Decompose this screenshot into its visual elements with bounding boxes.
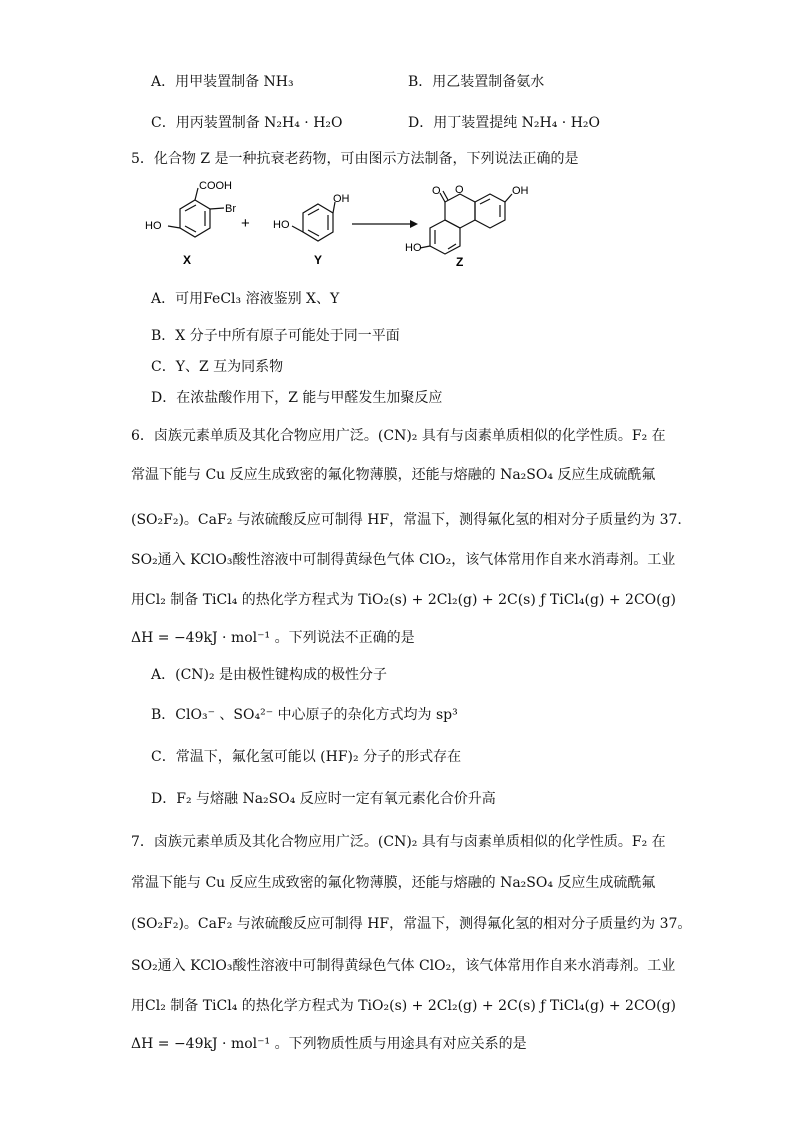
label-x: X [183,253,192,267]
q4-option-c: C．用丙装置制备 N₂H₄ · H₂O [151,115,343,131]
molecule-x-structure [168,188,224,237]
q5-option-d: D．在浓盐酸作用下，Z 能与甲醛发生加聚反应 [151,390,443,406]
x-br-text: Br [225,203,236,215]
q6-line-5: 用Cl₂ 制备 TiCl₄ 的热化学方程式为 TiO₂(s) + 2Cl₂(g) + 2C(s) ƒ TiCl₄(g) + 2CO(g) [131,592,677,608]
y-oh-text: OH [333,193,350,205]
plus-sign: + [241,215,250,232]
q5-option-c: C．Y、Z 互为同系物 [151,359,284,375]
q7-line-2: 常温下能与 Cu 反应生成致密的氟化物薄膜，还能与熔融的 Na₂SO₄ 反应生成硫酰氟 [131,875,656,891]
q4-option-d: D．用丁装置提纯 N₂H₄ · H₂O [408,115,601,131]
q6-line-4: SO₂通入 KClO₃酸性溶液中可制得黄绿色气体 ClO₂，该气体常用作自来水消毒剂。工业 [131,552,676,568]
z-ring-o-text: O [455,184,464,196]
q7-line-5: 用Cl₂ 制备 TiCl₄ 的热化学方程式为 TiO₂(s) + 2Cl₂(g) + 2C(s) ƒ TiCl₄(g) + 2CO(g) [131,998,677,1014]
q7-line-6: ΔH = −49kJ · mol⁻¹ 。下列物质性质与用途具有对应关系的是 [131,1036,527,1052]
molecule-z-structure [420,191,512,254]
q6-line-2: 常温下能与 Cu 反应生成致密的氟化物薄膜，还能与熔融的 Na₂SO₄ 反应生成硫酰氟 [131,467,656,483]
z-oh-text: OH [512,185,529,197]
label-y: Y [314,253,323,267]
label-z: Z [456,255,464,269]
y-ho-text: HO [273,219,290,231]
z-carbonyl-o-text: O [432,185,441,197]
q5-stem: 5．化合物 Z 是一种抗衰老药物，可由图示方法制备，下列说法正确的是 [131,151,579,167]
q6-option-c: C．常温下，氟化氢可能以 (HF)₂ 分子的形式存在 [151,749,462,765]
q5-option-a: A．可用FeCl₃ 溶液鉴别 X、Y [151,291,340,307]
reaction-arrow [352,220,418,228]
q4-option-a: A．用甲装置制备 NH₃ [151,74,294,90]
q6-option-a: A．(CN)₂ 是由极性键构成的极性分子 [151,667,388,683]
q6-line-3: (SO₂F₂)。CaF₂ 与浓硫酸反应可制得 HF，常温下，测得氟化氢的相对分子质量约为 37. [131,512,682,528]
q7-line-4: SO₂通入 KClO₃酸性溶液中可制得黄绿色气体 ClO₂，该气体常用作自来水消毒剂。工业 [131,958,676,974]
molecule-y-structure [292,202,335,241]
x-cooh-text: COOH [199,180,232,192]
q6-option-b: B．ClO₃⁻ 、SO₄²⁻ 中心原子的杂化方式均为 sp³ [151,707,458,723]
q5-option-b: B．X 分子中所有原子可能处于同一平面 [151,328,400,344]
x-ho-text: HO [145,220,162,232]
z-ho-text: HO [405,242,422,254]
q6-option-d: D．F₂ 与熔融 Na₂SO₄ 反应时一定有氧元素化合价升高 [151,791,496,807]
q6-line-1: 6．卤族元素单质及其化合物应用广泛。(CN)₂ 具有与卤素单质相似的化学性质。F₂ 在 [131,428,666,444]
q7-line-1: 7．卤族元素单质及其化合物应用广泛。(CN)₂ 具有与卤素单质相似的化学性质。F₂ 在 [131,834,666,850]
reaction-scheme-drawing [0,180,794,300]
q4-option-b: B．用乙装置制备氨水 [408,74,545,90]
q7-line-3: (SO₂F₂)。CaF₂ 与浓硫酸反应可制得 HF，常温下，测得氟化氢的相对分子质量约为 37。 [131,916,692,932]
q6-line-6: ΔH = −49kJ · mol⁻¹ 。下列说法不正确的是 [131,630,415,646]
